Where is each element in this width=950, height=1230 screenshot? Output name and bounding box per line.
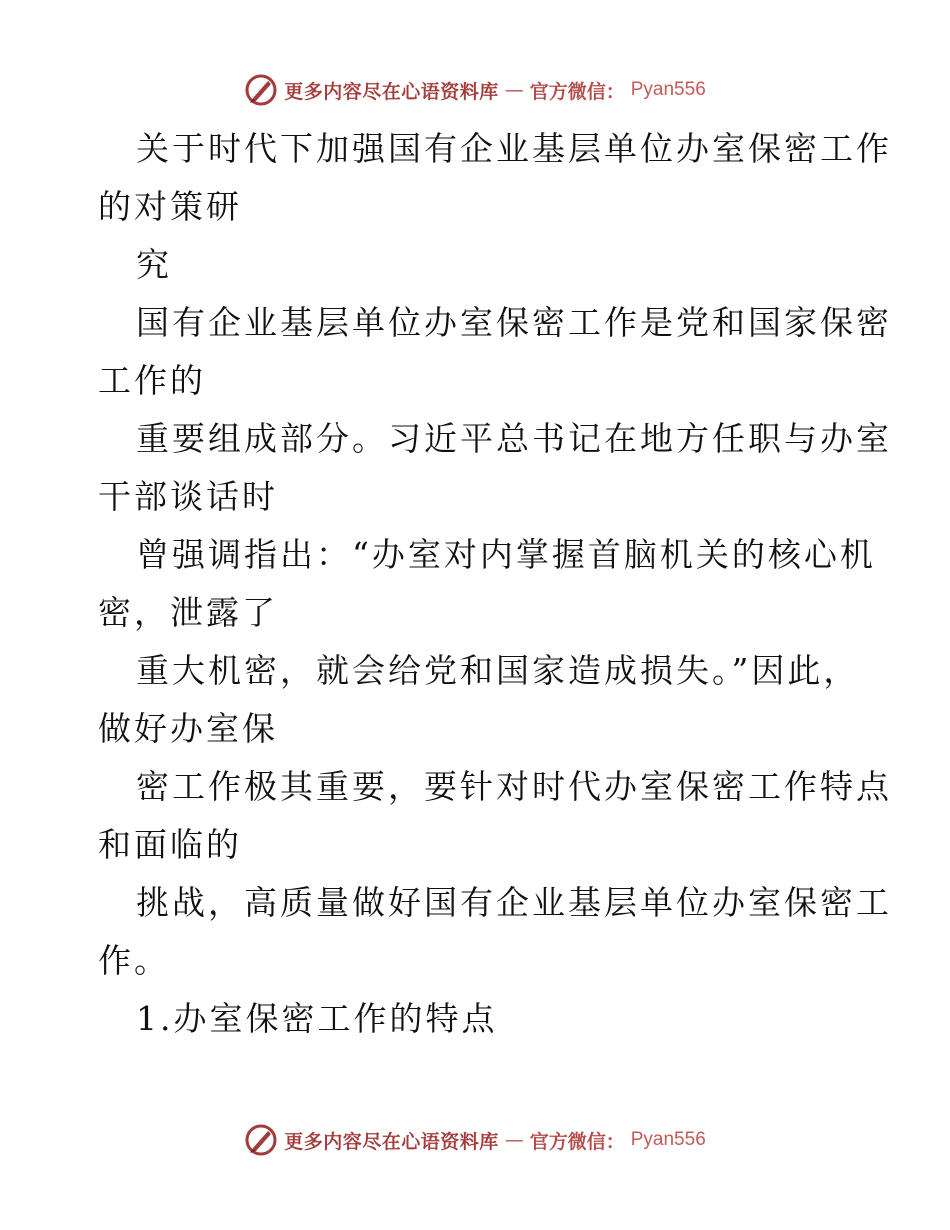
footer-watermark [0, 1120, 950, 1160]
text-line: 工作的 [98, 361, 206, 400]
watermark-contact-label: 官方微信： [529, 1130, 625, 1153]
text-line: 曾强调指出：“办室对内掌握首脑机关的核心机 [136, 535, 876, 574]
text-line: 密工作极其重要，要针对时代办室保密工作特点 [136, 767, 892, 806]
watermark-contact-id: Pyan556 [630, 79, 706, 100]
watermark-brand-text: 更多内容尽在心语资料库 [284, 80, 499, 103]
text-line: 挑战，高质量做好国有企业基层单位办室保密工 [136, 883, 892, 922]
watermark-separator: — [504, 79, 524, 101]
text-line: 做好办室保 [98, 709, 278, 748]
text-line: 1.办室保密工作的特点 [136, 999, 498, 1038]
watermark-contact-id: Pyan556 [630, 1129, 706, 1150]
text-line: 干部谈话时 [98, 477, 278, 516]
text-line: 和面临的 [98, 825, 242, 864]
watermark-brand-text: 更多内容尽在心语资料库 [284, 1130, 499, 1153]
pen-logo-icon [244, 73, 278, 107]
text-line: 作。 [98, 941, 170, 980]
document-body [98, 120, 892, 1048]
text-line: 究 [136, 245, 172, 284]
text-line: 关于时代下加强国有企业基层单位办室保密工作 [136, 129, 892, 168]
text-line: 重要组成部分。习近平总书记在地方任职与办室 [136, 419, 892, 458]
watermark-contact-label: 官方微信： [529, 80, 625, 103]
text-line: 的对策研 [98, 187, 242, 226]
watermark-separator: — [504, 1129, 524, 1151]
text-line: 密，泄露了 [98, 593, 278, 632]
text-line: 重大机密，就会给党和国家造成损失。”因此， [136, 651, 860, 690]
text-line: 国有企业基层单位办室保密工作是党和国家保密 [136, 303, 892, 342]
pen-logo-icon [244, 1123, 278, 1157]
header-watermark [0, 70, 950, 110]
